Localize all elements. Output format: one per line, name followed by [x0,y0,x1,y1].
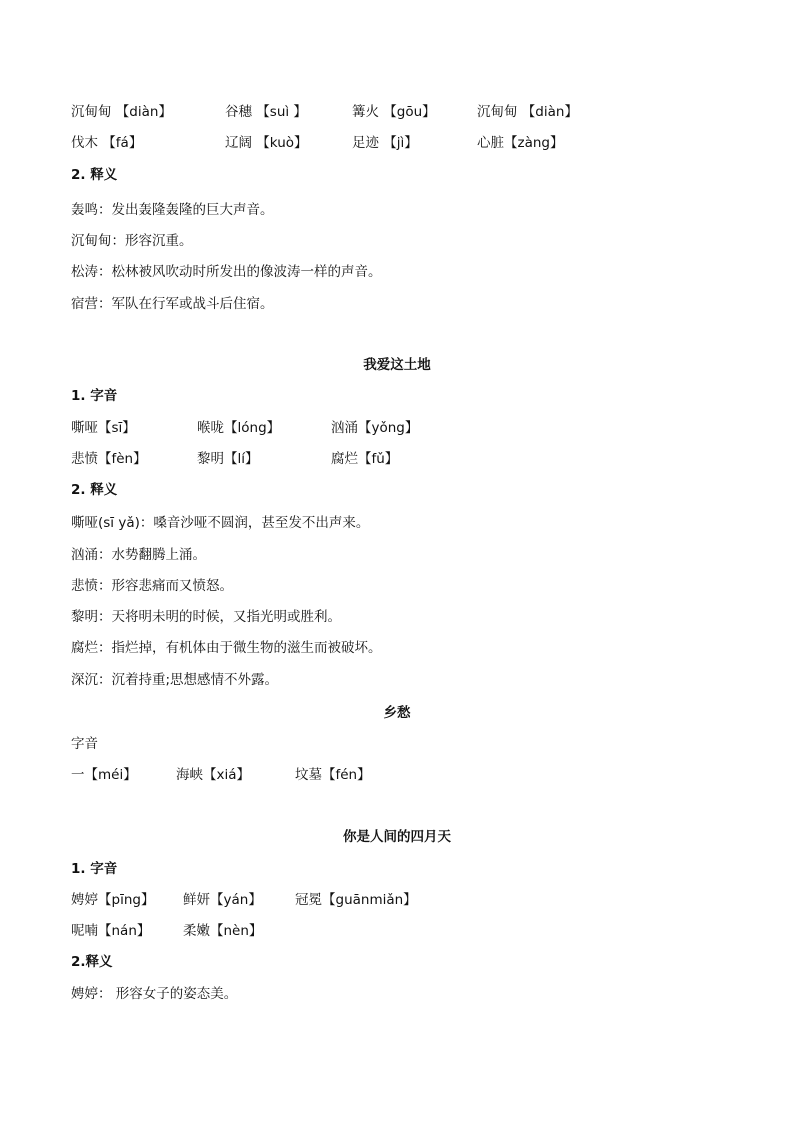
pronunciation-item: 冠冕【guānmiǎn】 [295,892,417,908]
pronunciation-item: 心脏【zàng】 [477,135,564,151]
section-title: 乡愁 [383,705,411,721]
definition-item: 松涛：松林被风吹动时所发出的像波涛一样的声音。 [71,264,382,280]
pronunciation-item: 坟墓【fén】 [295,767,371,783]
pronunciation-item: 黎明【lí】 [197,451,259,467]
pronunciation-item: 喉咙【lóng】 [197,420,281,436]
pronunciation-item: 谷穗 【suì 】 [225,104,307,120]
pronunciation-item: 鲜妍【yán】 [183,892,262,908]
pronunciation-item: 伐木 【fá】 [71,135,143,151]
section-heading: 2. 释义 [71,482,118,498]
section-heading: 2. 释义 [71,167,118,183]
definition-item: 嘶哑(sī yǎ)：嗓音沙哑不圆润，甚至发不出声来。 [71,515,370,531]
pronunciation-item: 沉甸甸 【diàn】 [71,104,172,120]
definition-item: 娉婷： 形容女子的姿态美。 [71,986,238,1002]
definition-item: 沉甸甸：形容沉重。 [71,233,193,249]
pronunciation-item: 娉婷【pīng】 [71,892,155,908]
definition-item: 黎明：天将明未明的时候，又指光明或胜利。 [71,609,341,625]
pronunciation-item: 辽阔 【kuò】 [225,135,308,151]
pronunciation-item: 足迹 【jì】 [352,135,418,151]
definition-item: 汹涌：水势翻腾上涌。 [71,547,206,563]
pronunciation-item: 柔嫩【nèn】 [183,923,263,939]
definition-item: 轰鸣：发出轰隆轰隆的巨大声音。 [71,202,274,218]
section-heading: 1. 字音 [71,388,118,404]
section-title: 你是人间的四月天 [343,829,451,845]
section-heading: 字音 [71,736,98,752]
section-heading: 2.释义 [71,954,113,970]
pronunciation-item: 呢喃【nán】 [71,923,151,939]
definition-item: 悲愤：形容悲痛而又愤怒。 [71,578,233,594]
pronunciation-item: 悲愤【fèn】 [71,451,147,467]
pronunciation-item: 腐烂【fǔ】 [331,451,399,467]
definition-item: 深沉：沉着持重;思想感情不外露。 [71,672,279,688]
definition-item: 宿营：军队在行军或战斗后住宿。 [71,296,274,312]
pronunciation-item: 沉甸甸 【diàn】 [477,104,578,120]
pronunciation-item: 一【méi】 [71,767,137,783]
definition-item: 腐烂：指烂掉，有机体由于微生物的滋生而被破坏。 [71,640,382,656]
pronunciation-item: 嘶哑【sī】 [71,420,136,436]
section-title: 我爱这土地 [363,357,431,373]
pronunciation-item: 海峡【xiá】 [176,767,251,783]
pronunciation-item: 汹涌【yǒng】 [331,420,419,436]
section-heading: 1. 字音 [71,861,118,877]
pronunciation-item: 篝火 【gōu】 [352,104,436,120]
